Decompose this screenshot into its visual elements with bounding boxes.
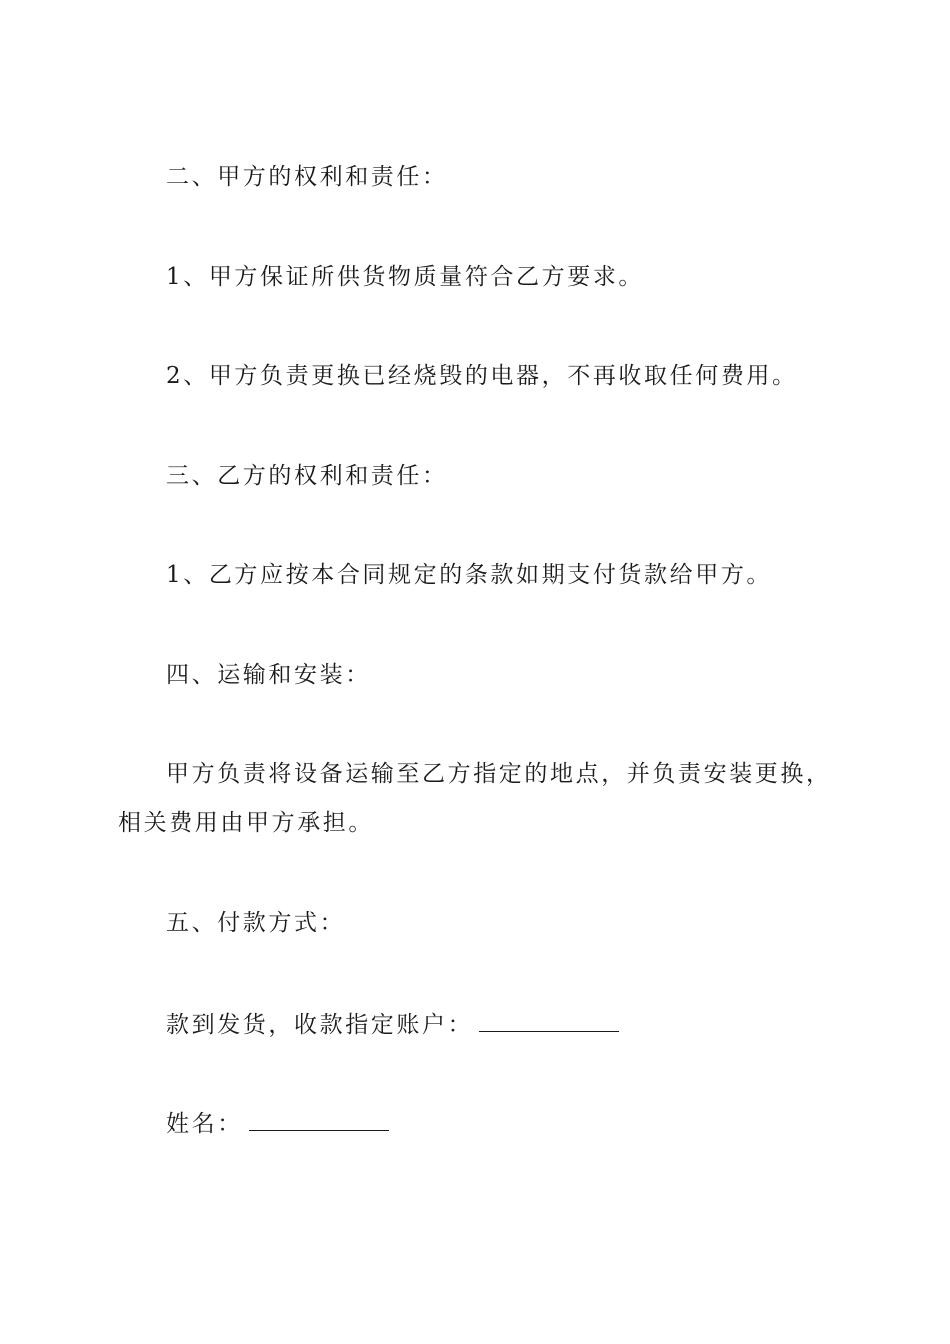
section5-heading: 五、付款方式： [166, 910, 346, 936]
name-blank [249, 1108, 389, 1131]
section2-heading: 二、甲方的权利和责任： [166, 164, 448, 190]
name-row [166, 1108, 389, 1139]
section2-item-2: 2、甲方负责更换已经烧毁的电器，不再收取任何费用。 [166, 363, 798, 389]
payment-account-blank [479, 1009, 619, 1032]
section2-item-1: 1、甲方保证所供货物质量符合乙方要求。 [166, 264, 645, 290]
payment-account-label: 款到发货，收款指定账户： [166, 1012, 474, 1038]
section3-item-1: 1、乙方应按本合同规定的条款如期支付货款给甲方。 [166, 562, 773, 588]
section4-body: 甲方负责将设备运输至乙方指定的地点，并负责安装更换，相关费用由甲方承担。 [118, 761, 832, 836]
section3-heading: 三、乙方的权利和责任： [166, 463, 448, 489]
payment-account-row [166, 1009, 619, 1040]
name-label: 姓名： [166, 1111, 243, 1137]
section4-heading: 四、运输和安装： [166, 662, 371, 688]
